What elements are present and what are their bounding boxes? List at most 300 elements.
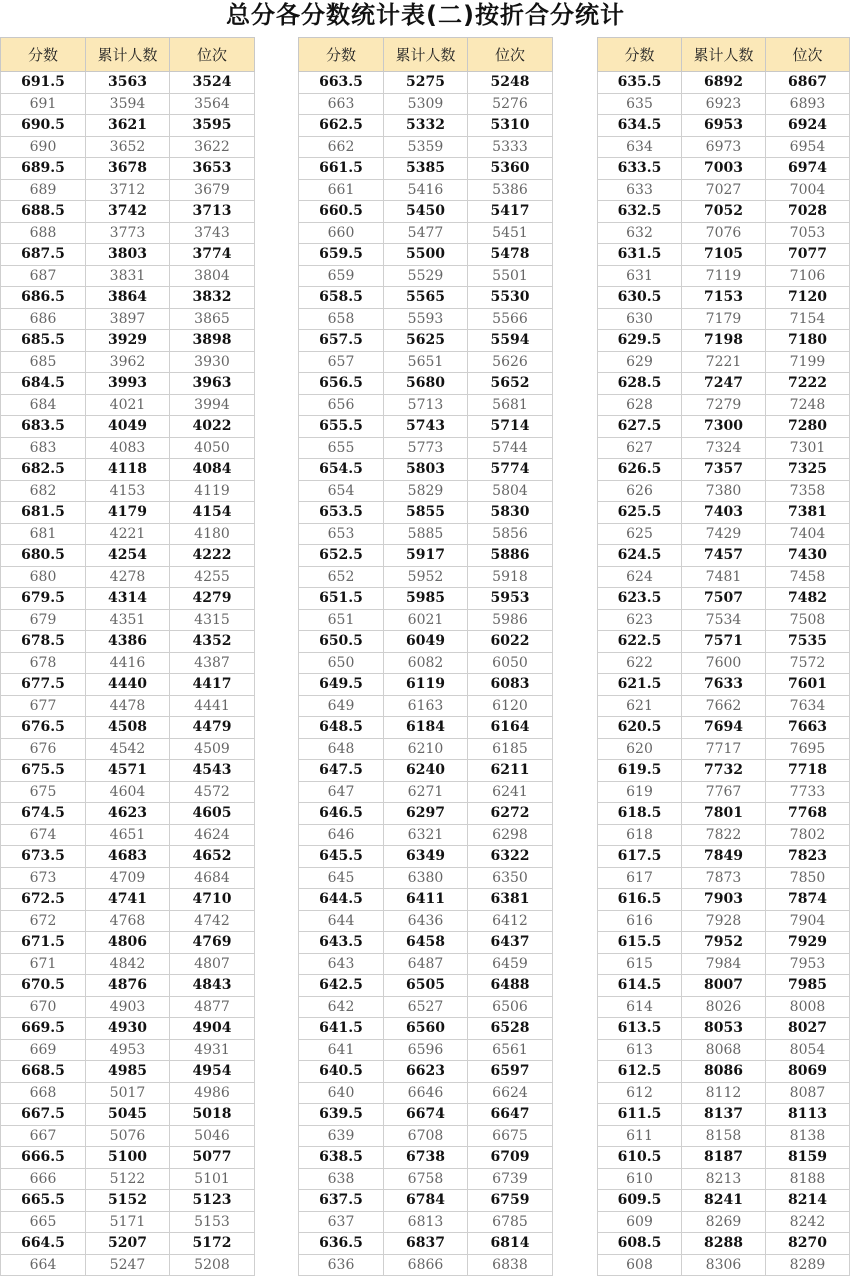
cumulative-count-cell: 8306 [682,1254,766,1276]
rank-cell: 7929 [766,932,850,954]
table-row [1,330,255,352]
score-cell: 660 [299,222,384,244]
table-row [1,1147,255,1169]
rank-cell: 5856 [468,523,553,545]
table-row [299,1147,553,1169]
rank-cell: 6381 [468,889,553,911]
table-row [598,996,850,1018]
rank-cell: 4315 [170,609,255,631]
cumulative-count-cell: 3897 [86,308,170,330]
table-row [598,308,850,330]
rank-cell: 6488 [468,975,553,997]
rank-cell: 7358 [766,480,850,502]
score-cell: 636 [299,1254,384,1276]
table-row [299,308,553,330]
cumulative-count-cell: 8269 [682,1211,766,1233]
score-cell: 661 [299,179,384,201]
rank-cell: 4572 [170,781,255,803]
rank-cell: 8270 [766,1233,850,1255]
score-cell: 639.5 [299,1104,384,1126]
rank-cell: 8159 [766,1147,850,1169]
table-row [299,975,553,997]
rank-cell: 7904 [766,910,850,932]
cumulative-count-cell: 4741 [86,889,170,911]
table-row [1,1082,255,1104]
table-row [598,1082,850,1104]
table-row [299,1018,553,1040]
rank-cell: 6459 [468,953,553,975]
score-cell: 631.5 [598,244,682,266]
table-row [299,674,553,696]
cumulative-count-cell: 5773 [384,437,468,459]
table-row [598,760,850,782]
cumulative-count-cell: 7247 [682,373,766,395]
score-cell: 678.5 [1,631,86,653]
table-row [598,1147,850,1169]
cumulative-count-cell: 7052 [682,201,766,223]
score-cell: 633.5 [598,158,682,180]
table-row [598,179,850,201]
rank-cell: 5451 [468,222,553,244]
rank-cell: 8008 [766,996,850,1018]
table-row [598,781,850,803]
table-row [1,588,255,610]
score-cell: 616.5 [598,889,682,911]
score-cell: 611.5 [598,1104,682,1126]
rank-cell: 3595 [170,115,255,137]
rank-cell: 6185 [468,738,553,760]
table-row [299,222,553,244]
table-row [1,803,255,825]
rank-cell: 6924 [766,115,850,137]
score-cell: 681 [1,523,86,545]
table-row [1,760,255,782]
rank-cell: 5248 [468,72,553,94]
score-cell: 626 [598,480,682,502]
score-cell: 614.5 [598,975,682,997]
score-cell: 648.5 [299,717,384,739]
cumulative-count-cell: 3742 [86,201,170,223]
cumulative-count-cell: 6646 [384,1082,468,1104]
cumulative-count-cell: 5565 [384,287,468,309]
table-row [299,72,553,94]
cumulative-count-cell: 4683 [86,846,170,868]
score-cell: 650 [299,652,384,674]
header-cumulative-count: 累计人数 [86,38,170,72]
score-cell: 614 [598,996,682,1018]
rank-cell: 4154 [170,502,255,524]
score-cell: 690 [1,136,86,158]
score-table-2 [298,37,553,1276]
cumulative-count-cell: 6527 [384,996,468,1018]
cumulative-count-cell: 6813 [384,1211,468,1233]
cumulative-count-cell: 7571 [682,631,766,653]
rank-cell: 4769 [170,932,255,954]
table-row [1,1039,255,1061]
cumulative-count-cell: 4021 [86,394,170,416]
table-row [299,93,553,115]
table-row [598,287,850,309]
rank-cell: 3832 [170,287,255,309]
cumulative-count-cell: 4623 [86,803,170,825]
table-row [299,1039,553,1061]
score-cell: 653 [299,523,384,545]
cumulative-count-cell: 4351 [86,609,170,631]
table-row [299,889,553,911]
header-rank: 位次 [170,38,255,72]
table-row [299,1082,553,1104]
cumulative-count-cell: 8187 [682,1147,766,1169]
score-cell: 643.5 [299,932,384,954]
cumulative-count-cell: 6380 [384,867,468,889]
table-row [1,1190,255,1212]
cumulative-count-cell: 7105 [682,244,766,266]
cumulative-count-cell: 5500 [384,244,468,266]
table-row [1,179,255,201]
cumulative-count-cell: 4440 [86,674,170,696]
cumulative-count-cell: 3831 [86,265,170,287]
score-cell: 668.5 [1,1061,86,1083]
cumulative-count-cell: 6240 [384,760,468,782]
score-cell: 679.5 [1,588,86,610]
table-row [1,459,255,481]
rank-cell: 4279 [170,588,255,610]
cumulative-count-cell: 5385 [384,158,468,180]
table-row [1,72,255,94]
score-cell: 630 [598,308,682,330]
cumulative-count-cell: 6082 [384,652,468,674]
rank-cell: 7325 [766,459,850,481]
cumulative-count-cell: 5829 [384,480,468,502]
table-row [299,136,553,158]
table-row [1,975,255,997]
table-row [1,394,255,416]
rank-cell: 5417 [468,201,553,223]
rank-cell: 4843 [170,975,255,997]
score-cell: 609.5 [598,1190,682,1212]
score-cell: 639 [299,1125,384,1147]
rank-cell: 5123 [170,1190,255,1212]
cumulative-count-cell: 7822 [682,824,766,846]
cumulative-count-cell: 3563 [86,72,170,94]
header-cumulative-count: 累计人数 [384,38,468,72]
cumulative-count-cell: 6349 [384,846,468,868]
cumulative-count-cell: 4571 [86,760,170,782]
rank-cell: 7381 [766,502,850,524]
rank-cell: 5501 [468,265,553,287]
cumulative-count-cell: 6837 [384,1233,468,1255]
score-cell: 669 [1,1039,86,1061]
score-cell: 629 [598,351,682,373]
table-row [299,201,553,223]
table-row [1,93,255,115]
score-cell: 658.5 [299,287,384,309]
score-cell: 638 [299,1168,384,1190]
rank-cell: 7508 [766,609,850,631]
score-cell: 634 [598,136,682,158]
table-row [598,93,850,115]
score-cell: 637 [299,1211,384,1233]
score-cell: 675 [1,781,86,803]
table-row [299,545,553,567]
rank-cell: 6814 [468,1233,553,1255]
rank-cell: 8214 [766,1190,850,1212]
score-cell: 627 [598,437,682,459]
table-row [1,631,255,653]
table-row [1,846,255,868]
table-row [1,416,255,438]
score-cell: 682 [1,480,86,502]
rank-cell: 4605 [170,803,255,825]
cumulative-count-cell: 8053 [682,1018,766,1040]
rank-cell: 7120 [766,287,850,309]
rank-cell: 5886 [468,545,553,567]
rank-cell: 5046 [170,1125,255,1147]
rank-cell: 5953 [468,588,553,610]
cumulative-count-cell: 7300 [682,416,766,438]
rank-cell: 4417 [170,674,255,696]
cumulative-count-cell: 5952 [384,566,468,588]
rank-cell: 6120 [468,695,553,717]
rank-cell: 6624 [468,1082,553,1104]
cumulative-count-cell: 8241 [682,1190,766,1212]
table-row [1,502,255,524]
table-row [598,1168,850,1190]
table-row [1,824,255,846]
table-row [1,609,255,631]
cumulative-count-cell: 8112 [682,1082,766,1104]
table-header-row [299,38,553,72]
table-row [1,717,255,739]
table-row [299,846,553,868]
score-cell: 676.5 [1,717,86,739]
score-cell: 635.5 [598,72,682,94]
cumulative-count-cell: 4876 [86,975,170,997]
rank-cell: 7733 [766,781,850,803]
score-cell: 620.5 [598,717,682,739]
header-cumulative-count: 累计人数 [682,38,766,72]
table-row [299,760,553,782]
score-cell: 677.5 [1,674,86,696]
table-row [1,652,255,674]
table-row [598,502,850,524]
cumulative-count-cell: 4478 [86,695,170,717]
cumulative-count-cell: 3962 [86,351,170,373]
rank-cell: 6647 [468,1104,553,1126]
table-row [299,1061,553,1083]
score-cell: 613.5 [598,1018,682,1040]
table-row [598,158,850,180]
score-cell: 642 [299,996,384,1018]
cumulative-count-cell: 6738 [384,1147,468,1169]
score-cell: 624.5 [598,545,682,567]
score-cell: 644 [299,910,384,932]
cumulative-count-cell: 5076 [86,1125,170,1147]
rank-cell: 4931 [170,1039,255,1061]
score-cell: 665.5 [1,1190,86,1212]
cumulative-count-cell: 7903 [682,889,766,911]
table-row [1,889,255,911]
cumulative-count-cell: 5625 [384,330,468,352]
score-cell: 625.5 [598,502,682,524]
cumulative-count-cell: 7928 [682,910,766,932]
score-cell: 634.5 [598,115,682,137]
rank-cell: 5714 [468,416,553,438]
rank-cell: 4652 [170,846,255,868]
rank-cell: 8188 [766,1168,850,1190]
cumulative-count-cell: 7027 [682,179,766,201]
cumulative-count-cell: 4314 [86,588,170,610]
score-cell: 671.5 [1,932,86,954]
table-row [299,115,553,137]
rank-cell: 8138 [766,1125,850,1147]
cumulative-count-cell: 5477 [384,222,468,244]
table-row [598,867,850,889]
header-rank: 位次 [766,38,850,72]
cumulative-count-cell: 5309 [384,93,468,115]
rank-cell: 6322 [468,846,553,868]
score-cell: 656.5 [299,373,384,395]
score-cell: 691 [1,93,86,115]
score-cell: 666.5 [1,1147,86,1169]
rank-cell: 6867 [766,72,850,94]
rank-cell: 4986 [170,1082,255,1104]
score-cell: 616 [598,910,682,932]
rank-cell: 5804 [468,480,553,502]
score-cell: 609 [598,1211,682,1233]
score-cell: 610.5 [598,1147,682,1169]
rank-cell: 5744 [468,437,553,459]
table-row [299,244,553,266]
cumulative-count-cell: 6973 [682,136,766,158]
table-row [1,351,255,373]
cumulative-count-cell: 7767 [682,781,766,803]
cumulative-count-cell: 4651 [86,824,170,846]
table-row [1,910,255,932]
cumulative-count-cell: 6923 [682,93,766,115]
cumulative-count-cell: 7481 [682,566,766,588]
table-row [598,846,850,868]
table-row [299,351,553,373]
rank-cell: 7077 [766,244,850,266]
score-cell: 624 [598,566,682,588]
rank-cell: 7180 [766,330,850,352]
cumulative-count-cell: 8026 [682,996,766,1018]
rank-cell: 7154 [766,308,850,330]
score-cell: 664 [1,1254,86,1276]
cumulative-count-cell: 6436 [384,910,468,932]
score-cell: 628 [598,394,682,416]
table-row [598,824,850,846]
score-table-3 [597,37,850,1276]
rank-cell: 6597 [468,1061,553,1083]
rank-cell: 6561 [468,1039,553,1061]
cumulative-count-cell: 5247 [86,1254,170,1276]
score-cell: 613 [598,1039,682,1061]
table-row [299,1233,553,1255]
cumulative-count-cell: 4049 [86,416,170,438]
score-cell: 672.5 [1,889,86,911]
score-cell: 685.5 [1,330,86,352]
score-cell: 674.5 [1,803,86,825]
rank-cell: 8054 [766,1039,850,1061]
rank-cell: 8289 [766,1254,850,1276]
rank-cell: 7222 [766,373,850,395]
score-cell: 652.5 [299,545,384,567]
cumulative-count-cell: 5450 [384,201,468,223]
score-cell: 670.5 [1,975,86,997]
table-row [598,480,850,502]
rank-cell: 6785 [468,1211,553,1233]
rank-cell: 6083 [468,674,553,696]
cumulative-count-cell: 4118 [86,459,170,481]
score-cell: 682.5 [1,459,86,481]
cumulative-count-cell: 7801 [682,803,766,825]
table-row [299,394,553,416]
cumulative-count-cell: 6297 [384,803,468,825]
table-row [299,416,553,438]
table-row [598,953,850,975]
cumulative-count-cell: 6674 [384,1104,468,1126]
rank-cell: 4954 [170,1061,255,1083]
table-row [299,738,553,760]
score-cell: 655.5 [299,416,384,438]
score-cell: 685 [1,351,86,373]
score-cell: 649.5 [299,674,384,696]
rank-cell: 4050 [170,437,255,459]
rank-cell: 7199 [766,351,850,373]
score-cell: 643 [299,953,384,975]
table-row [299,803,553,825]
cumulative-count-cell: 5359 [384,136,468,158]
score-cell: 674 [1,824,86,846]
rank-cell: 6050 [468,652,553,674]
table-row [299,265,553,287]
score-cell: 683.5 [1,416,86,438]
cumulative-count-cell: 7198 [682,330,766,352]
score-cell: 671 [1,953,86,975]
rank-cell: 7802 [766,824,850,846]
cumulative-count-cell: 7457 [682,545,766,567]
rank-cell: 7004 [766,179,850,201]
rank-cell: 5172 [170,1233,255,1255]
score-cell: 683 [1,437,86,459]
table-row [299,1125,553,1147]
cumulative-count-cell: 6271 [384,781,468,803]
table-row [299,158,553,180]
score-cell: 687.5 [1,244,86,266]
score-cell: 640 [299,1082,384,1104]
score-cell: 689.5 [1,158,86,180]
cumulative-count-cell: 7732 [682,760,766,782]
cumulative-count-cell: 6210 [384,738,468,760]
score-cell: 611 [598,1125,682,1147]
table-row [598,1039,850,1061]
cumulative-count-cell: 8086 [682,1061,766,1083]
score-cell: 666 [1,1168,86,1190]
rank-cell: 5310 [468,115,553,137]
rank-cell: 3713 [170,201,255,223]
rank-cell: 4119 [170,480,255,502]
cumulative-count-cell: 3864 [86,287,170,309]
score-cell: 678 [1,652,86,674]
cumulative-count-cell: 5855 [384,502,468,524]
score-cell: 646 [299,824,384,846]
score-cell: 618.5 [598,803,682,825]
cumulative-count-cell: 6758 [384,1168,468,1190]
table-row [598,373,850,395]
cumulative-count-cell: 4386 [86,631,170,653]
